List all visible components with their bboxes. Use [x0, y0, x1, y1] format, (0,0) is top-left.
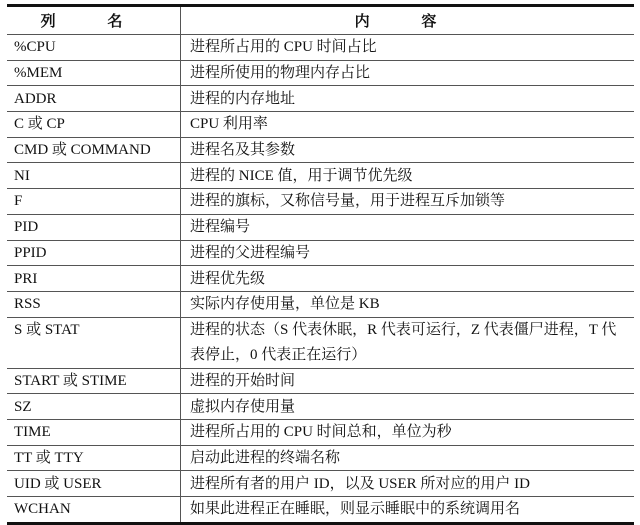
table-row — [7, 189, 634, 215]
description-cell: 进程的父进程编号 — [181, 240, 635, 266]
description-cell: 虚拟内存使用量 — [181, 394, 635, 420]
column-name-cell: %CPU — [7, 35, 181, 61]
column-name-cell: NI — [7, 163, 181, 189]
description-cell: 进程编号 — [181, 214, 635, 240]
description-cell: 进程名及其参数 — [181, 137, 635, 163]
description-cell: 进程所占用的 CPU 时间总和，单位为秒 — [181, 419, 635, 445]
header-content — [181, 6, 635, 35]
column-name-cell: S 或 STAT — [7, 317, 181, 368]
description-cell: 进程的开始时间 — [181, 368, 635, 394]
column-name-cell: F — [7, 189, 181, 215]
description-cell: 如果此进程正在睡眠，则显示睡眠中的系统调用名 — [181, 497, 635, 524]
table-row — [7, 394, 634, 420]
table-row — [7, 112, 634, 138]
description-cell: 进程所使用的物理内存占比 — [181, 60, 635, 86]
table-row — [7, 291, 634, 317]
header-column-name — [7, 6, 181, 35]
description-cell: 进程的内存地址 — [181, 86, 635, 112]
column-name-cell: TT 或 TTY — [7, 445, 181, 471]
description-cell: 进程所占用的 CPU 时间占比 — [181, 35, 635, 61]
table-row — [7, 445, 634, 471]
description-cell: 实际内存使用量，单位是 KB — [181, 291, 635, 317]
table-row — [7, 137, 634, 163]
column-name-cell: UID 或 USER — [7, 471, 181, 497]
column-name-cell: ADDR — [7, 86, 181, 112]
description-cell: CPU 利用率 — [181, 112, 635, 138]
table-row — [7, 471, 634, 497]
column-name-cell: PPID — [7, 240, 181, 266]
description-cell: 进程的 NICE 值，用于调节优先级 — [181, 163, 635, 189]
column-name-cell: PRI — [7, 266, 181, 292]
table-row — [7, 60, 634, 86]
column-name-cell: TIME — [7, 419, 181, 445]
table-row — [7, 317, 634, 368]
description-cell: 进程的旗标，又称信号量，用于进程互斥加锁等 — [181, 189, 635, 215]
column-name-cell: CMD 或 COMMAND — [7, 137, 181, 163]
description-cell: 进程优先级 — [181, 266, 635, 292]
column-name-cell: WCHAN — [7, 497, 181, 524]
column-name-cell: RSS — [7, 291, 181, 317]
description-cell: 启动此进程的终端名称 — [181, 445, 635, 471]
table-row — [7, 240, 634, 266]
table-row — [7, 497, 634, 524]
table-row — [7, 35, 634, 61]
table-row — [7, 214, 634, 240]
header-label: 内 容 — [354, 14, 461, 30]
column-name-cell: C 或 CP — [7, 112, 181, 138]
column-name-cell: PID — [7, 214, 181, 240]
column-name-cell: %MEM — [7, 60, 181, 86]
table-header-row — [7, 6, 634, 35]
table-body — [7, 35, 634, 524]
table-row — [7, 163, 634, 189]
column-name-cell: START 或 STIME — [7, 368, 181, 394]
table-row — [7, 266, 634, 292]
table-row — [7, 419, 634, 445]
table-row — [7, 368, 634, 394]
header-label: 列 名 — [40, 14, 147, 30]
description-cell: 进程的状态（S 代表休眠，R 代表可运行，Z 代表僵尸进程，T 代表停止，0 代表正在运行） — [181, 317, 635, 368]
description-cell: 进程所有者的用户 ID，以及 USER 所对应的用户 ID — [181, 471, 635, 497]
table-row — [7, 86, 634, 112]
ps-columns-table — [7, 4, 634, 525]
column-name-cell: SZ — [7, 394, 181, 420]
